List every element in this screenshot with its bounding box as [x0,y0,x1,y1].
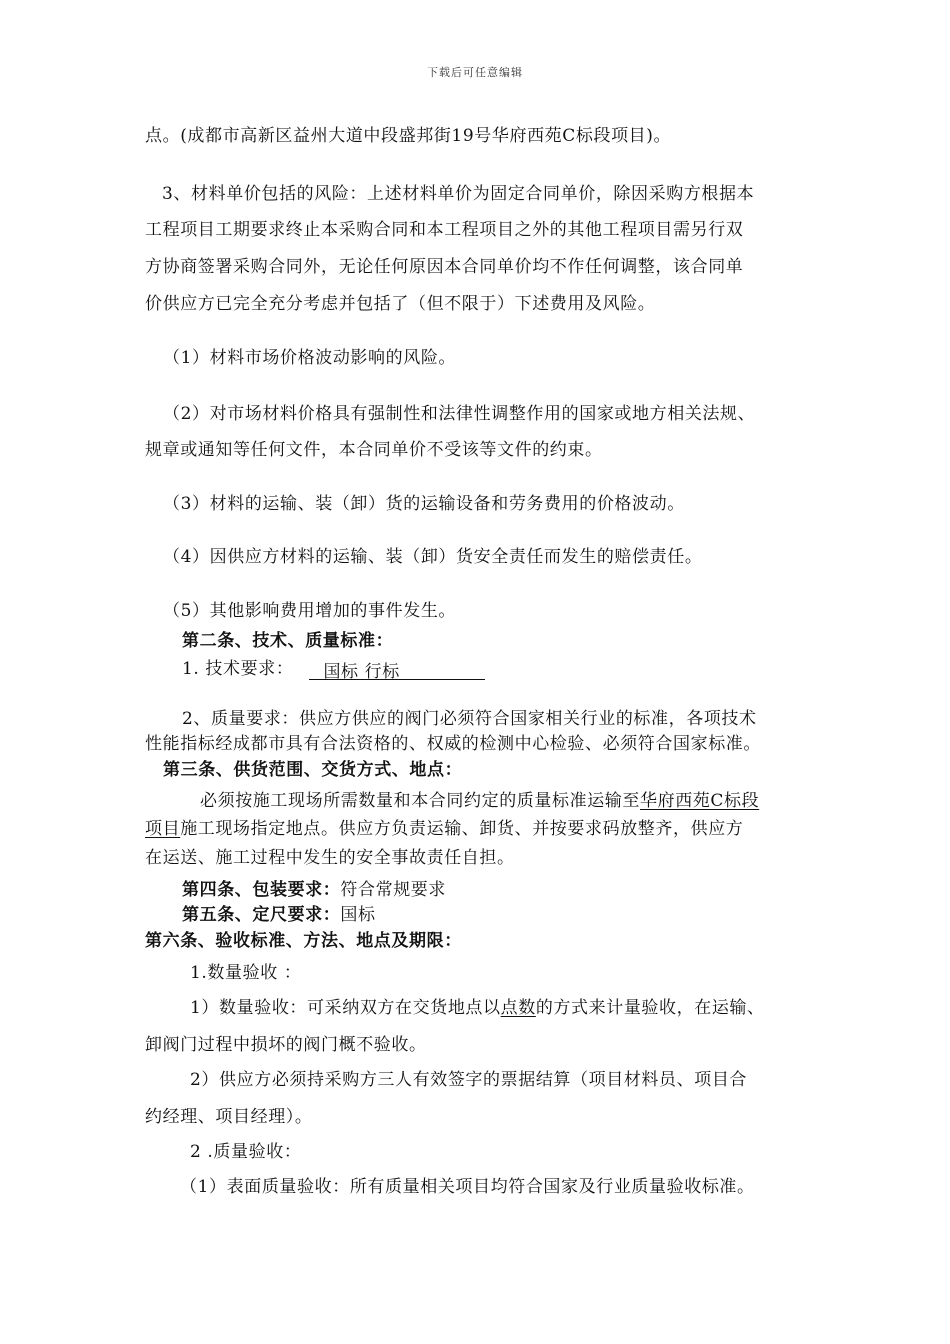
quality-requirement-cont: 性能指标经成都市具有合法资格的、权威的检测中心检验、必须符合国家标准。 [145,734,761,754]
article-4-value: 符合常规要求 [340,880,447,900]
tech-requirement-value [309,661,485,680]
qty-method-underlined: 点数 [500,998,536,1018]
tech-requirement-label: 1. 技术要求： [182,659,294,679]
paragraph-line: 3、材料单价包括的风险：上述材料单价为固定合同单价，除因采购方根据本 [162,184,755,204]
quality-acceptance-1: （1）表面质量验收：所有质量相关项目均符合国家及行业质量验收标准。 [180,1177,755,1197]
tech-requirement-value-text: 国标 行标 [323,662,400,682]
article-4-title: 第四条、包装要求： [182,880,341,900]
article-5-title: 第五条、定尺要求： [182,905,341,925]
paragraph-line: 方协商签署采购合同外，无论任何原因本合同单价均不作任何调整，该合同单 [145,257,744,277]
supply-scope-line-1 [200,790,759,812]
risk-item-2: （2）对市场材料价格具有强制性和法律性调整作用的国家或地方相关法规、 [163,404,756,424]
quantity-acceptance-1 [190,997,765,1019]
supply-scope-text-2: 施工现场指定地点。供应方负责运输、卸货、并按要求码放整齐，供应方 [180,819,744,839]
paragraph-line: 点。(成都市高新区益州大道中段盛邦街19号华府西苑C标段项目)。 [145,126,672,146]
header-watermark: 下载后可任意编辑 [427,66,523,79]
quantity-acceptance-1-cont: 卸阀门过程中损坏的阀门概不验收。 [145,1035,427,1055]
risk-item-5: （5）其他影响费用增加的事件发生。 [163,601,457,621]
article-5 [182,904,376,926]
qty-text-pre: 1）数量验收：可采纳双方在交货地点以 [190,998,501,1018]
quality-acceptance-title: 2 .质量验收： [190,1142,302,1162]
supply-scope-text: 必须按施工现场所需数量和本合同约定的质量标准运输至 [200,791,640,811]
supply-scope-line-2 [145,818,743,840]
quantity-acceptance-2-cont: 约经理、项目经理）。 [145,1107,313,1127]
paragraph-line: 价供应方已完全充分考虑并包括了（但不限于）下述费用及风险。 [145,294,656,314]
supply-scope-line-3: 在运送、施工过程中发生的安全事故责任自担。 [145,848,515,868]
quantity-acceptance-2: 2）供应方必须持采购方三人有效签字的票据结算（项目材料员、项目合 [190,1070,748,1090]
article-3-title: 第三条、供货范围、交货方式、地点： [163,760,463,780]
article-6-title: 第六条、验收标准、方法、地点及期限： [145,931,462,951]
quantity-acceptance-title: 1.数量验收 ： [190,963,302,983]
risk-item-1: （1）材料市场价格波动影响的风险。 [163,348,457,368]
project-name-underlined: 华府西苑C标段 [640,791,760,811]
article-2-title: 第二条、技术、质量标准： [182,631,394,651]
qty-text-post: 的方式来计量验收，在运输、 [535,998,765,1018]
risk-item-4: （4）因供应方材料的运输、装（卸）货安全责任而发生的赔偿责任。 [163,547,703,567]
risk-item-2-cont: 规章或通知等任何文件，本合同单价不受该等文件的约束。 [145,440,603,460]
article-5-value: 国标 [340,905,376,925]
tech-requirement [182,658,485,680]
risk-item-3: （3）材料的运输、装（卸）货的运输设备和劳务费用的价格波动。 [163,494,685,514]
paragraph-line: 工程项目工期要求终止本采购合同和本工程项目之外的其他工程项目需另行双 [145,220,744,240]
article-4 [182,879,446,901]
quality-requirement: 2、质量要求：供应方供应的阀门必须符合国家相关行业的标准，各项技术 [182,709,757,729]
project-name-underlined-cont: 项目 [145,819,181,839]
